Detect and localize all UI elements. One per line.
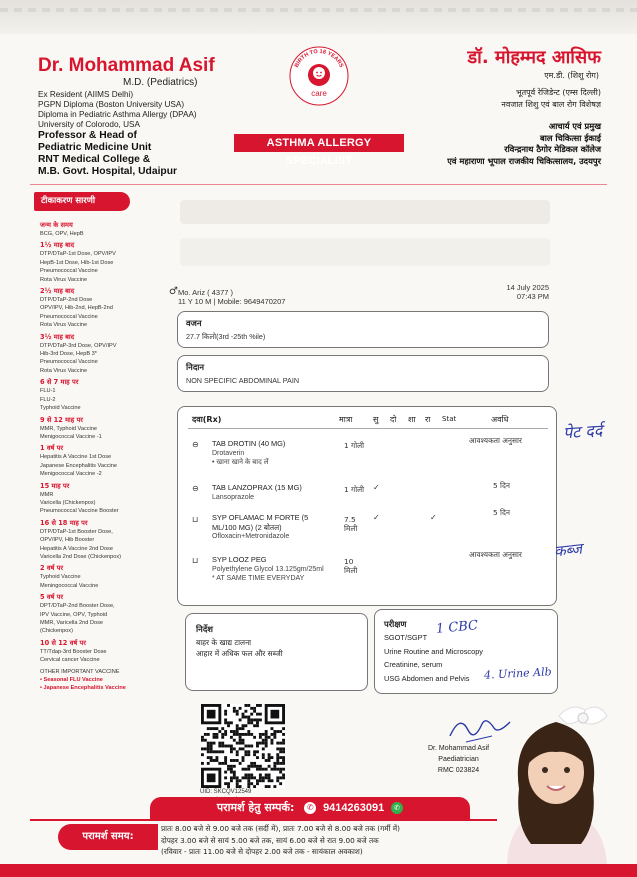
patient-name: Mo. Ariz ( 4377 ) — [178, 288, 234, 297]
vaccination-age: 10 से 12 वर्ष पर — [40, 638, 86, 647]
vaccination-list — [40, 218, 152, 693]
prescription-page: Dr. Mohammad Asif M.D. (Pediatrics) Ex Resident (AIIMS Delhi) PGPN Diploma (Boston University USA) Diploma in Pediatric Asthma Allergy (DPAA) University of Colorodo, USA Professor & Head of Pediatric Medicine Unit RNT Medical College & M.B. Govt. Hospital, Udaipur BIRTH TO 18 YEARS care ASTHMA ALLERGY SPECIALIST डॉ. मोहम्मद आसिफ एम.डी. (शिशु रोग) भूतपूर्व रेजिडेन्ट (एम्स दिल्ली) नवजात शिशु एवं बाल रोग विशेषज्ञ आचार्य एवं प्रमुख बाल चिकित्सा ईकाई रविन्द्रनाथ ठैगोर मेडिकल कॉलेज एवं महाराणा भूपाल राजकीय चिकित्सालय, उदयपुर टीकाकरण सारणी जन्म के समय BCG, OPV, HepB 1½ माह बाद DTP/DTaP-1st Dose, OPV/IPV HepB-1st Dose, Hib-1st Dose Pneumococcal Vaccine Rota Virus Vaccine 2½ माह बाद DTP/DTaP-2nd Dose OPV/IPV, Hib-2nd, HepB-2nd Pneumococcal Vaccine Rota Virus Vaccine 3½ माह बाद DTP/DTaP-3rd Dose, OPV/IPV Hib-3rd Dose, HepB 3* Pneumococcal Vaccine Rota Virus Vaccine 6 से 7 माह पर FLU-1 FLU-2 Typhoid Vaccine 9 से 12 माह पर MMR, Typhoid Vaccine Menigococcal Vaccine -1 1 वर्ष पर Hepatitis A Vaccine 1st Dose Japanese Encephalitis Vaccine Menigococcal Vaccine -2 15 माह पर MMR Varicella (Chickenpox) Pneumococcal Vaccine Booster 16 से 18 माह पर DTP/DTaP-1st Booster Dose, OPV/IPV, Hib Booster Hepatitis A Vaccine 2nd Dose Varicella 2nd Dose (Chickenpox) 2 वर्ष पर Typhoid Vaccine Meningococcal Vaccine 5 वर्ष पर DPT/DTaP-2nd Booster Dose, IPV Vaccine, OPV, Typhoid MMR, Varicella 2nd Dose (Chickenpox) 10 से 12 वर्ष पर TT/Tdap-3rd Booster Dose Cervical cancer Vaccine OTHER IMPORTANT VACCINE • Seasonal FLU Vaccine • Japanese Encephalitis Vaccine ♂ Mo. Ariz ( 4377 ) 11 Y 10 M | Mobile: 9649470207 14 July 2025 07:43 PM वजन 27.7 किलो(3rd -25th %ile) निदान NON SPECIFIC ABDOMINAL PAIN दवा(Rx) मात्रा सु दो शा रा Stat अवधि ⊖ TAB DROTIN (40 MG) Drotaverin • खाना खाने के बाद लें 1 गोली आवश्यकता अनुसार पेट दर्द ⊖ TAB LANZOPRAX (15 MG) Lansoprazole 1 गोली ✓ 5 दिन ⊔ SYP OFLAMAC M FORTE (5 ML/100 MG) (2 बोतल) Ofloxacin+Metronidazole 7.5 मिली ✓ ✓ 5 दिन ⊔ SYP LOOZ PEG Polyethylene Glycol 13.125gm/25ml * AT SAME TIME EVERYDAY 10 मिली आवश्यकता अनुसार कब्ज निर्देश बाहर के खाद्य टालना आहार में अधिक फल और सब्जी परीक्षण SGOT/SGPT Urine Routine and Microscopy Creatinine, serum USG Abdomen and Pelvis 1 CBC 4. Urine Alb UID: SKCQV12549 Dr. Mohammad Asif Paediatrician RMC 023824 परामर्श हेतु सम्पर्क: ✆ 9414263091 ✆ परामर्श समय: प्रातः 8.00 बजे से 9.00 बजे तक (सर्दी में), प्रातः 7.00 बजे से 8.00 बजे तक (गर्मी में) दोपहर 3.00 बजे से सायं 5.00 बजे तक, सायं 6.00 बजे से रात 9.00 बजे तक (रविवार - प्रातः 11.00 बजे से दोपहर 2.00 बजे तक - सायंकाल अवकाश) — [0, 0, 637, 877]
svg-text:BIRTH TO 18 YEARS: BIRTH TO 18 YEARS — [293, 48, 345, 69]
vaccination-item: FLU-1 — [40, 388, 56, 395]
doctor-qualifications-en: Ex Resident (AIIMS Delhi) PGPN Diploma (Boston University USA) Diploma in Pediatric Asthma Allergy (DPAA) University of Colorodo, USA — [38, 90, 197, 129]
vaccination-age: 3½ माह बाद — [40, 332, 75, 341]
vaccination-item: Pneumococcal Vaccine — [40, 268, 98, 275]
svg-text:care: care — [311, 89, 327, 98]
vaccination-item: MMR, Typhoid Vaccine — [40, 425, 97, 432]
vaccination-item: DTP/DTaP-1st Booster Dose, — [40, 528, 113, 535]
phone-number[interactable]: 9414263091 — [323, 802, 385, 814]
weight-value: 27.7 किलो(3rd -25th %ile) — [186, 332, 266, 341]
vaccination-item: DTP/DTaP-2nd Dose — [40, 297, 93, 304]
vaccination-item: (Chickenpox) — [40, 628, 73, 635]
vaccination-age: 15 माह पर — [40, 481, 70, 490]
vaccination-item: HepB-1st Dose, Hib-1st Dose — [40, 259, 114, 266]
rx-header-evening: शा — [408, 415, 416, 424]
tablet-icon: ⊖ — [192, 484, 199, 493]
vaccination-item: OTHER IMPORTANT VACCINE — [40, 668, 120, 675]
vaccination-item: DPT/DTaP-2nd Booster Dose, — [40, 603, 115, 610]
vaccination-item: Rota Virus Vaccine — [40, 367, 88, 374]
rx-row-2: TAB LANZOPRAX (15 MG) Lansoprazole — [212, 483, 302, 501]
vaccination-item: Pneumococcal Vaccine Booster — [40, 508, 119, 515]
dose-tick: ✓ — [373, 513, 380, 522]
vaccination-item: Menigococcal Vaccine -2 — [40, 471, 102, 478]
vaccination-item: DTP/DTaP-3rd Dose, OPV/IPV — [40, 342, 117, 349]
vaccination-item: Rota Virus Vaccine — [40, 322, 88, 329]
vaccination-item: Pneumococcal Vaccine — [40, 313, 98, 320]
vaccination-item: Hepatitis A Vaccine 1st Dose — [40, 454, 112, 461]
rx-header-qty: मात्रा — [339, 415, 353, 424]
vaccination-item: OPV/IPV, Hib Booster — [40, 537, 95, 544]
patient-info — [178, 288, 285, 306]
vaccination-item: Varicella (Chickenpox) — [40, 499, 96, 506]
vaccination-item: Hib-3rd Dose, HepB 3* — [40, 351, 97, 358]
advice-title: निर्देश — [196, 624, 213, 634]
diagnosis-title: निदान — [186, 362, 205, 372]
advice-box — [185, 613, 368, 691]
visit-datetime: 14 July 2025 07:43 PM — [506, 283, 549, 301]
doctor-degree-en: M.D. (Pediatrics) — [123, 77, 198, 88]
doctor-qualifications-hi: भूतपूर्व रेजिडेन्ट (एम्स दिल्ली) नवजात शिशु एवं बाल रोग विशेषज्ञ — [501, 88, 601, 109]
vaccination-item: Varicella 2nd Dose (Chickenpox) — [40, 553, 122, 560]
vaccination-age: 2½ माह बाद — [40, 287, 75, 296]
doctor-name-hi: डॉ. मोहम्मद आसिफ — [467, 47, 601, 68]
weight-title: वजन — [186, 318, 202, 328]
qr-code[interactable] — [201, 704, 285, 788]
dose-tick: ✓ — [373, 483, 380, 492]
doctor-degree-hi: एम.डी. (शिशु रोग) — [544, 71, 599, 80]
vaccination-item: Cervical cancer Vaccine — [40, 657, 100, 664]
qr-uid: UID: SKCQV12549 — [200, 789, 252, 795]
rx-header-stat: Stat — [442, 415, 457, 423]
vaccination-item: Rota Virus Vaccine — [40, 276, 88, 283]
vaccination-item: Japanese Encephalitis Vaccine — [40, 462, 118, 469]
dose-tick: ✓ — [430, 513, 437, 522]
vaccination-item: Typhoid Vaccine — [40, 405, 81, 412]
advice-items: बाहर के खाद्य टालना आहार में अधिक फल और सब्जी — [196, 638, 283, 658]
bottom-strip — [0, 864, 637, 877]
vaccination-item: MMR — [40, 491, 54, 498]
clinic-logo — [288, 44, 350, 106]
vaccination-item: MMR, Varicella 2nd Dose — [40, 620, 104, 626]
tests-title: परीक्षण — [384, 619, 407, 629]
rx-header-afternoon: दो — [390, 415, 397, 424]
consult-contact-bar: परामर्श हेतु सम्पर्क: ✆ 9414263091 ✆ — [150, 797, 470, 819]
doctor-name-en: Dr. Mohammad Asif — [38, 55, 215, 76]
vaccination-age: 2 वर्ष पर — [40, 564, 64, 573]
scan-top-band — [0, 0, 637, 34]
child-photo — [497, 694, 615, 864]
handwritten-note-1: पेट दर्द — [562, 420, 603, 443]
vaccination-item: Typhoid Vaccine — [40, 574, 81, 581]
rx-header-morning: सु — [373, 415, 379, 424]
vaccination-item: • Japanese Encephalitis Vaccine — [40, 685, 126, 692]
vaccination-item: TT/Tdap-3rd Booster Dose — [40, 648, 107, 655]
doctor-signature-block: Dr. Mohammad Asif Paediatrician RMC 023824 — [428, 745, 490, 774]
vaccination-item: • Seasonal FLU Vaccine — [40, 677, 103, 684]
vaccination-item: FLU-2 — [40, 396, 56, 403]
vaccination-item: OPV/IPV, Hib-2nd, HepB-2nd — [40, 305, 113, 312]
whatsapp-icon: ✆ — [391, 802, 403, 814]
vaccination-age: 6 से 7 माह पर — [40, 378, 79, 387]
weight-box — [177, 311, 549, 348]
doctor-post-en: Professor & Head of Pediatric Medicine Unit RNT Medical College & M.B. Govt. Hospital, Udaipur — [38, 130, 178, 177]
vaccination-age: जन्म के समय — [40, 221, 73, 229]
vaccination-age: 1½ माह बाद — [40, 241, 75, 250]
vaccination-item: Menigococcal Vaccine -1 — [40, 433, 102, 440]
handwritten-test-1: 1 CBC — [435, 618, 479, 637]
specialist-banner: ASTHMA ALLERGY SPECIALIST — [234, 134, 404, 152]
tablet-icon: ⊖ — [192, 440, 199, 449]
handwritten-note-2: कब्ज — [553, 539, 583, 561]
rx-row-4: SYP LOOZ PEG Polyethylene Glycol 13.125gm/25ml * AT SAME TIME EVERYDAY — [212, 555, 324, 583]
gender-icon: ♂ — [169, 286, 178, 297]
vaccination-item: Meningococcal Vaccine — [40, 582, 99, 589]
syrup-icon: ⊔ — [192, 556, 199, 565]
handwritten-test-2: 4. Urine Alb — [483, 665, 552, 682]
vaccination-age: 9 से 12 माह पर — [40, 415, 83, 424]
rx-row-1: TAB DROTIN (40 MG) Drotaverin • खाना खाने के बाद लें — [212, 439, 286, 467]
phone-icon: ✆ — [304, 802, 316, 814]
vaccination-item: IPV Vaccine, OPV, Typhoid — [40, 611, 108, 618]
rx-header-night: रा — [425, 415, 431, 424]
vaccination-item: BCG, OPV, HepB — [40, 231, 84, 237]
doctor-post-hi: आचार्य एवं प्रमुख बाल चिकित्सा ईकाई रविन्द्रनाथ ठैगोर मेडिकल कॉलेज एवं महाराणा भूपाल राजकीय चिकित्सालय, उदयपुर — [447, 121, 601, 166]
diagnosis-box — [177, 355, 549, 392]
vaccination-sidebar — [30, 192, 148, 828]
vaccination-age: 1 वर्ष पर — [40, 444, 64, 453]
rx-header-drug: दवा(Rx) — [192, 415, 222, 424]
header-divider — [30, 184, 607, 185]
patient-details: 11 Y 10 M | Mobile: 9649470207 — [178, 297, 286, 306]
rx-row-3: SYP OFLAMAC M FORTE (5 ML/100 MG) (2 बोतल) Ofloxacin+Metronidazole — [212, 513, 309, 541]
vaccination-item: Pneumococcal Vaccine — [40, 359, 98, 366]
rx-header-duration: अवधि — [491, 415, 509, 424]
diagnosis-value: NON SPECIFIC ABDOMINAL PAIN — [186, 376, 300, 385]
consult-time-label: परामर्श समय: — [58, 824, 158, 850]
tests-items: SGOT/SGPT Urine Routine and Microscopy Creatinine, serum USG Abdomen and Pelvis — [384, 633, 483, 683]
vaccination-title: टीकाकरण सारणी — [34, 192, 130, 211]
vaccination-item: DTP/DTaP-1st Dose, OPV/IPV — [40, 251, 116, 258]
vaccination-age: 16 से 18 माह पर — [40, 518, 88, 527]
consult-timings: प्रातः 8.00 बजे से 9.00 बजे तक (सर्दी में), प्रातः 7.00 बजे से 8.00 बजे तक (गर्मी में) दोपहर 3.00 बजे से सायं 5.00 बजे तक, सायं 6.00 बजे से रात 9.00 बजे तक (रविवार - प्रातः 11.00 बजे से दोपहर 2.00 बजे तक - सायंकाल अवकाश) — [161, 824, 400, 856]
vaccination-item: Hepatitis A Vaccine 2nd Dose — [40, 545, 113, 552]
vaccination-age: 5 वर्ष पर — [40, 593, 64, 602]
syrup-icon: ⊔ — [192, 515, 199, 524]
